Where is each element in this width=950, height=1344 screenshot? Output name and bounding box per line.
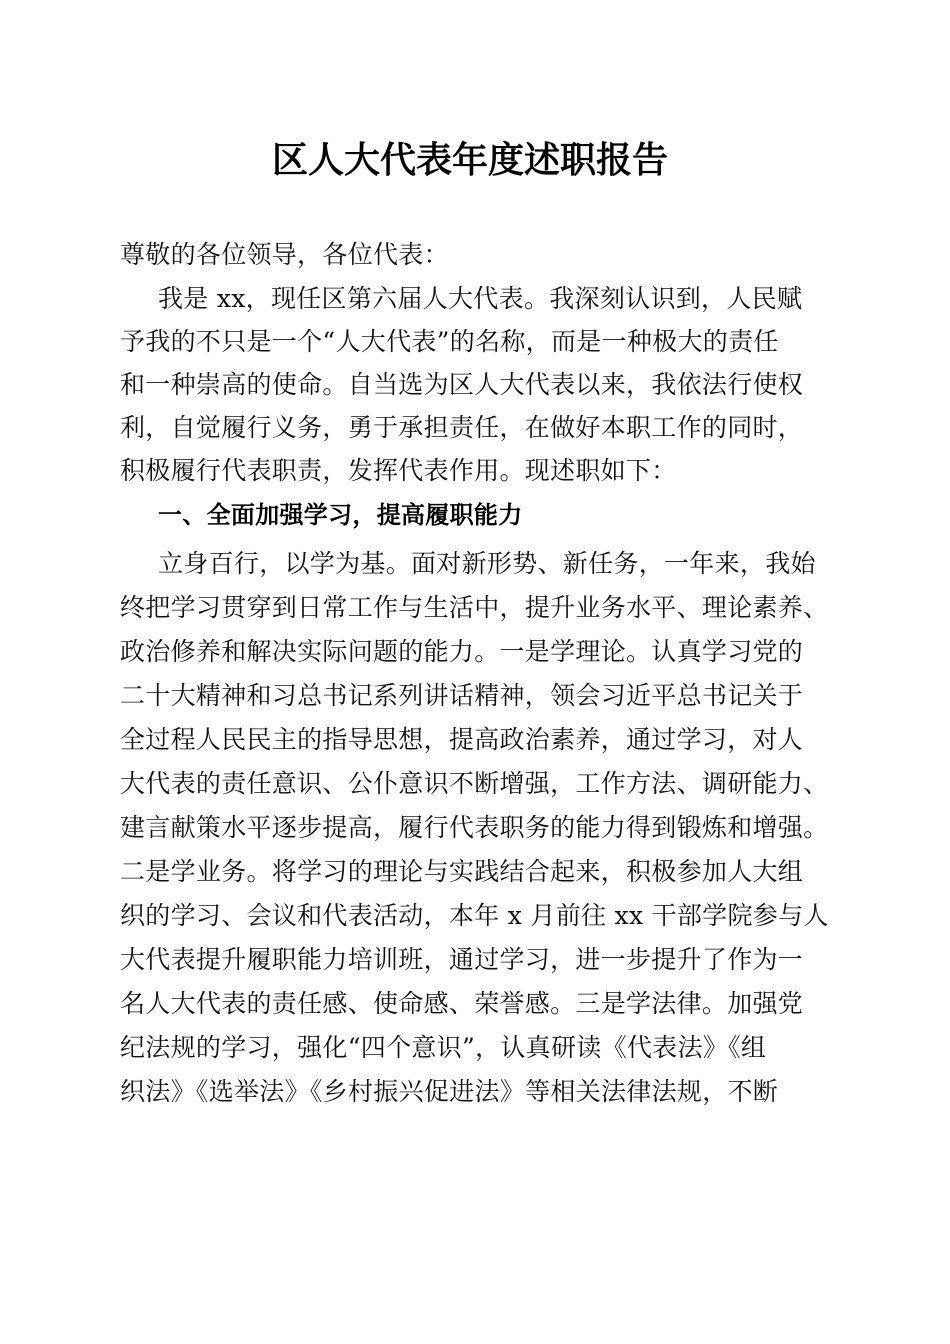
- paragraph-line: 名人大代表的责任感、使命感、荣誉感。三是学法律。加强党: [120, 989, 804, 1018]
- paragraph-line: 和一种崇高的使命。自当选为区人大代表以来，我依法行使权: [120, 370, 804, 399]
- paragraph-line: 纪法规的学习，强化“四个意识”，认真研读《代表法》《组: [120, 1033, 767, 1062]
- paragraph-line: 大代表提升履职能力培训班，通过学习，进一步提升了作为一: [120, 945, 804, 974]
- paragraph-line: 终把学习贯穿到日常工作与生活中，提升业务水平、理论素养、: [120, 593, 829, 622]
- paragraph-line: 二十大精神和习总书记系列讲话精神，领会习近平总书记关于: [120, 681, 804, 710]
- paragraph-line: 织的学习、会议和代表活动，本年 x 月前往 xx 干部学院参与人: [120, 901, 829, 930]
- paragraph-line: 大代表的责任意识、公仆意识不断增强，工作方法、调研能力、: [120, 769, 829, 798]
- paragraph-line: 积极履行代表职责，发挥代表作用。现述职如下：: [120, 456, 677, 485]
- salutation: 尊敬的各位领导，各位代表：: [120, 240, 449, 269]
- paragraph-line: 织法》《选举法》《乡村振兴促进法》等相关法律法规，不断: [120, 1077, 779, 1106]
- section-heading: 一、全面加强学习，提高履职能力: [158, 501, 523, 529]
- paragraph-line: 予我的不只是一个“人大代表”的名称，而是一种极大的责任: [120, 327, 779, 356]
- paragraph-line: 政治修养和解决实际问题的能力。一是学理论。认真学习党的: [120, 637, 804, 666]
- paragraph-line: 立身百行，以学为基。面对新形势、新任务，一年来，我始: [158, 549, 816, 578]
- paragraph-line: 全过程人民民主的指导思想，提高政治素养，通过学习，对人: [120, 725, 804, 754]
- paragraph-line: 我是 xx，现任区第六届人大代表。我深刻认识到，人民赋: [158, 284, 803, 313]
- document-title: 区人大代表年度述职报告: [271, 139, 668, 181]
- paragraph-line: 利，自觉履行义务，勇于承担责任，在做好本职工作的同时，: [120, 413, 804, 442]
- paragraph-line: 二是学业务。将学习的理论与实践结合起来，积极参加人大组: [120, 857, 804, 886]
- paragraph-line: 建言献策水平逐步提高，履行代表职务的能力得到锻炼和增强。: [120, 813, 829, 842]
